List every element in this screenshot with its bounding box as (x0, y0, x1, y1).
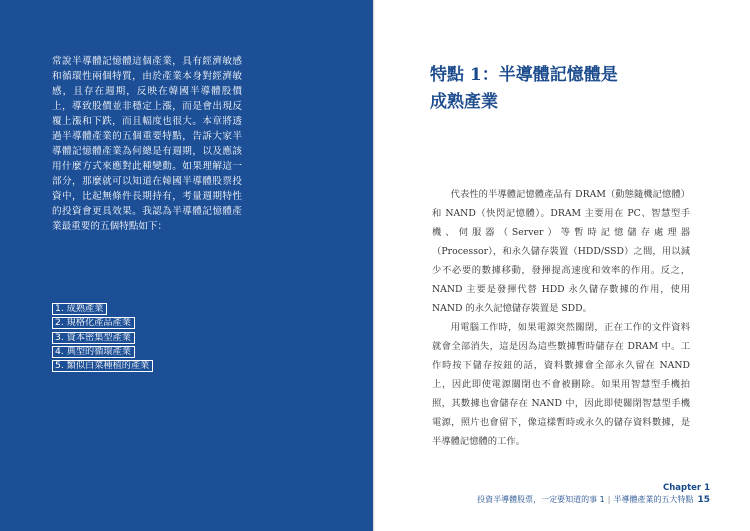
page-footer (477, 483, 710, 506)
feature-point-2: 2. 規格化產品產業 (52, 317, 135, 329)
feature-list (52, 303, 252, 374)
feature-point-4: 4. 典型的循環產業 (52, 346, 135, 358)
book-title: 投資半導體股票，一定要知道的事 1 (477, 495, 605, 504)
heading-line-1: 特點 1：半導體記憶體是 (430, 65, 618, 85)
feature-point-3: 3. 資本密集型產業 (52, 332, 135, 344)
feature-point-5: 5. 類似白菜種植的產業 (52, 360, 153, 372)
left-page-panel (0, 0, 373, 531)
feature-point-1: 1. 成熟產業 (52, 303, 107, 315)
separator: | (607, 495, 611, 504)
list-item (52, 360, 252, 371)
list-item (52, 303, 252, 314)
body-paragraph-1: 代表性的半導體記憶體產品有 DRAM（動態隨機記憶體）和 NAND（快閃記憶體）。DRAM 主要用在 PC、智慧型手機、伺服器（Server）等暫時記憶儲存處理器（Processor），和永久儲存裝置（HDD/SSD）之間，用以減少不必要的數據移動，發揮提高速度和效率的作用。反之，NAND 主要是發揮代替 HDD 永久儲存數據的作用，使用 NAND 的永久記憶儲存裝置是 SDD。 (432, 189, 690, 314)
section-heading (430, 62, 690, 116)
running-footer (477, 494, 710, 506)
heading-line-2: 成熟產業 (430, 92, 498, 112)
list-item (52, 317, 252, 328)
body-paragraph-2: 用電腦工作時，如果電源突然關閉，正在工作的文件資料就會全部消失，這是因為這些數據暫時儲存在 DRAM 中。工作時按下儲存按鈕的話，資料數據會全部永久留在 NAND 上，因此即使電源關閉也不會被刪除。如果用智慧型手機拍照，其數據也會儲存在 NAND 中，因此即使關閉智慧型手機電源，照片也會留下，像這樣暫時或永久的儲存資料數據，是半導體記憶體的工作。 (432, 322, 690, 447)
chapter-label: Chapter 1 (662, 483, 710, 493)
page-gutter (373, 0, 375, 531)
intro-paragraph: 常說半導體記憶體這個產業，具有經濟敏感和循環性兩個特質，由於產業本身對經濟敏感，且存在週期，反映在韓國半導體股價上，導致股價並非穩定上漲，而是會出現反覆上漲和下跌，而且幅度也很大。本章將透過半導體產業的五個重要特點，告訴大家半導體記憶體產業為何總是有週期，以及應該用什麼方式來應對此種變動。如果理解這一部分，那麼就可以知道在韓國半導體股票投資中，比起無條件長期持有，考量週期特性的投資會更具效果。我認為半導體記憶體產業最重要的五個特點如下： (52, 56, 242, 232)
list-item (52, 346, 252, 357)
body-text (432, 185, 690, 451)
page-number: 15 (697, 495, 710, 505)
list-item (52, 332, 252, 343)
chapter-title: 半導體產業的五大特點 (613, 495, 694, 504)
